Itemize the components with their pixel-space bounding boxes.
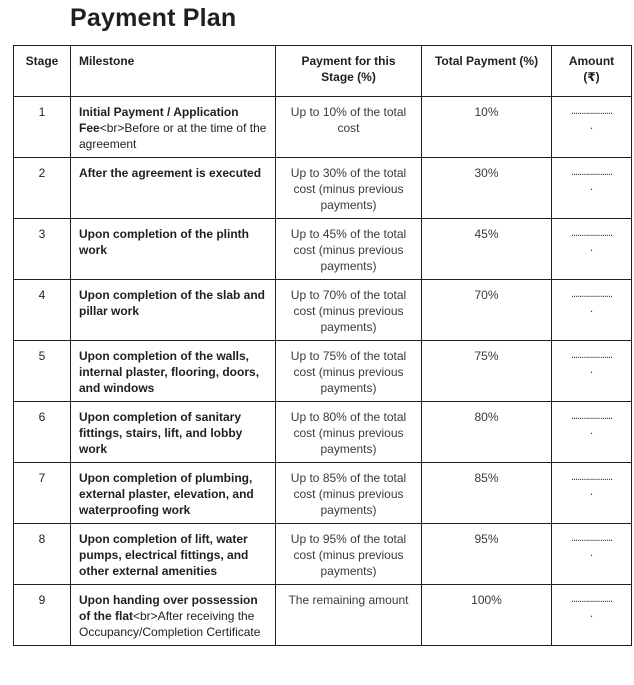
total-payment-cell: 30%	[422, 158, 552, 219]
amount-cell	[552, 341, 632, 402]
milestone-cell	[71, 280, 276, 341]
amount-blank-line: ....................	[570, 410, 613, 422]
milestone-title: Upon completion of the slab and pillar work	[79, 288, 265, 318]
amount-cell	[552, 524, 632, 585]
milestone-cell	[71, 219, 276, 280]
milestone-cell	[71, 158, 276, 219]
amount-cell	[552, 585, 632, 646]
milestone-title: Upon completion of the plinth work	[79, 227, 249, 257]
header-payment-stage: Payment for this Stage (%)	[276, 46, 422, 97]
payment-stage-cell: Up to 80% of the total cost (minus previous payments)	[276, 402, 422, 463]
amount-blank-dot: .	[589, 240, 594, 254]
amount-blank-dot: .	[589, 606, 594, 620]
milestone-title: Upon handing over possession of the flat	[79, 593, 258, 623]
table-row	[14, 402, 632, 463]
amount-cell	[552, 402, 632, 463]
table-row	[14, 158, 632, 219]
amount-blank-dot: .	[589, 423, 594, 437]
amount-cell	[552, 219, 632, 280]
page-title: Payment Plan	[70, 4, 237, 32]
amount-blank-line: ....................	[570, 532, 613, 544]
amount-blank-line: ....................	[570, 471, 613, 483]
stage-cell: 2	[14, 158, 71, 219]
milestone-cell	[71, 524, 276, 585]
total-payment-cell: 80%	[422, 402, 552, 463]
amount-blank-line: ....................	[570, 288, 613, 300]
milestone-note: <br>After receiving the Occupancy/Completion Certificate	[79, 609, 261, 639]
amount-cell	[552, 158, 632, 219]
total-payment-cell: 75%	[422, 341, 552, 402]
payment-stage-cell: The remaining amount	[276, 585, 422, 646]
amount-blank-line: ....................	[570, 593, 613, 605]
table-row	[14, 97, 632, 158]
header-amount: Amount (₹)	[552, 46, 632, 97]
amount-blank-dot: .	[589, 484, 594, 498]
milestone-cell	[71, 463, 276, 524]
total-payment-cell: 100%	[422, 585, 552, 646]
table-header	[14, 46, 632, 97]
total-payment-cell: 10%	[422, 97, 552, 158]
amount-cell	[552, 463, 632, 524]
amount-blank-dot: .	[589, 545, 594, 559]
total-payment-cell: 95%	[422, 524, 552, 585]
stage-cell: 9	[14, 585, 71, 646]
stage-cell: 5	[14, 341, 71, 402]
header-row	[14, 46, 632, 97]
table-row	[14, 219, 632, 280]
milestone-title: Upon completion of sanitary fittings, stairs, lift, and lobby work	[79, 410, 243, 456]
stage-cell: 7	[14, 463, 71, 524]
amount-blank-dot: .	[589, 362, 594, 376]
total-payment-cell: 85%	[422, 463, 552, 524]
milestone-note: <br>Before or at the time of the agreement	[79, 121, 267, 151]
payment-stage-cell: Up to 70% of the total cost (minus previous payments)	[276, 280, 422, 341]
amount-blank-line: ....................	[570, 349, 613, 361]
payment-plan-table	[13, 45, 632, 646]
amount-blank-line: ....................	[570, 227, 613, 239]
milestone-title: Upon completion of the walls, internal plaster, flooring, doors, and windows	[79, 349, 260, 395]
stage-cell: 3	[14, 219, 71, 280]
total-payment-cell: 45%	[422, 219, 552, 280]
milestone-title: After the agreement is executed	[79, 166, 262, 180]
stage-cell: 1	[14, 97, 71, 158]
header-stage: Stage	[14, 46, 71, 97]
table-row	[14, 585, 632, 646]
table-row	[14, 524, 632, 585]
milestone-title: Upon completion of plumbing, external plaster, elevation, and waterproofing work	[79, 471, 254, 517]
stage-cell: 8	[14, 524, 71, 585]
payment-stage-cell: Up to 75% of the total cost (minus previous payments)	[276, 341, 422, 402]
table-row	[14, 280, 632, 341]
payment-stage-cell: Up to 85% of the total cost (minus previous payments)	[276, 463, 422, 524]
stage-cell: 4	[14, 280, 71, 341]
payment-stage-cell: Up to 30% of the total cost (minus previous payments)	[276, 158, 422, 219]
milestone-title: Upon completion of lift, water pumps, electrical fittings, and other external amenities	[79, 532, 249, 578]
table-row	[14, 341, 632, 402]
milestone-title: Initial Payment / Application Fee	[79, 105, 239, 135]
table-body	[14, 97, 632, 646]
stage-cell: 6	[14, 402, 71, 463]
amount-blank-dot: .	[589, 179, 594, 193]
amount-cell	[552, 97, 632, 158]
milestone-cell	[71, 585, 276, 646]
payment-stage-cell: Up to 95% of the total cost (minus previous payments)	[276, 524, 422, 585]
payment-stage-cell: Up to 45% of the total cost (minus previous payments)	[276, 219, 422, 280]
milestone-cell	[71, 402, 276, 463]
amount-blank-line: ....................	[570, 166, 613, 178]
header-total-payment: Total Payment (%)	[422, 46, 552, 97]
payment-stage-cell: Up to 10% of the total cost	[276, 97, 422, 158]
table-row	[14, 463, 632, 524]
amount-blank-dot: .	[589, 118, 594, 132]
amount-blank-line: ....................	[570, 105, 613, 117]
milestone-cell	[71, 341, 276, 402]
milestone-cell	[71, 97, 276, 158]
total-payment-cell: 70%	[422, 280, 552, 341]
amount-blank-dot: .	[589, 301, 594, 315]
header-milestone: Milestone	[71, 46, 276, 97]
amount-cell	[552, 280, 632, 341]
